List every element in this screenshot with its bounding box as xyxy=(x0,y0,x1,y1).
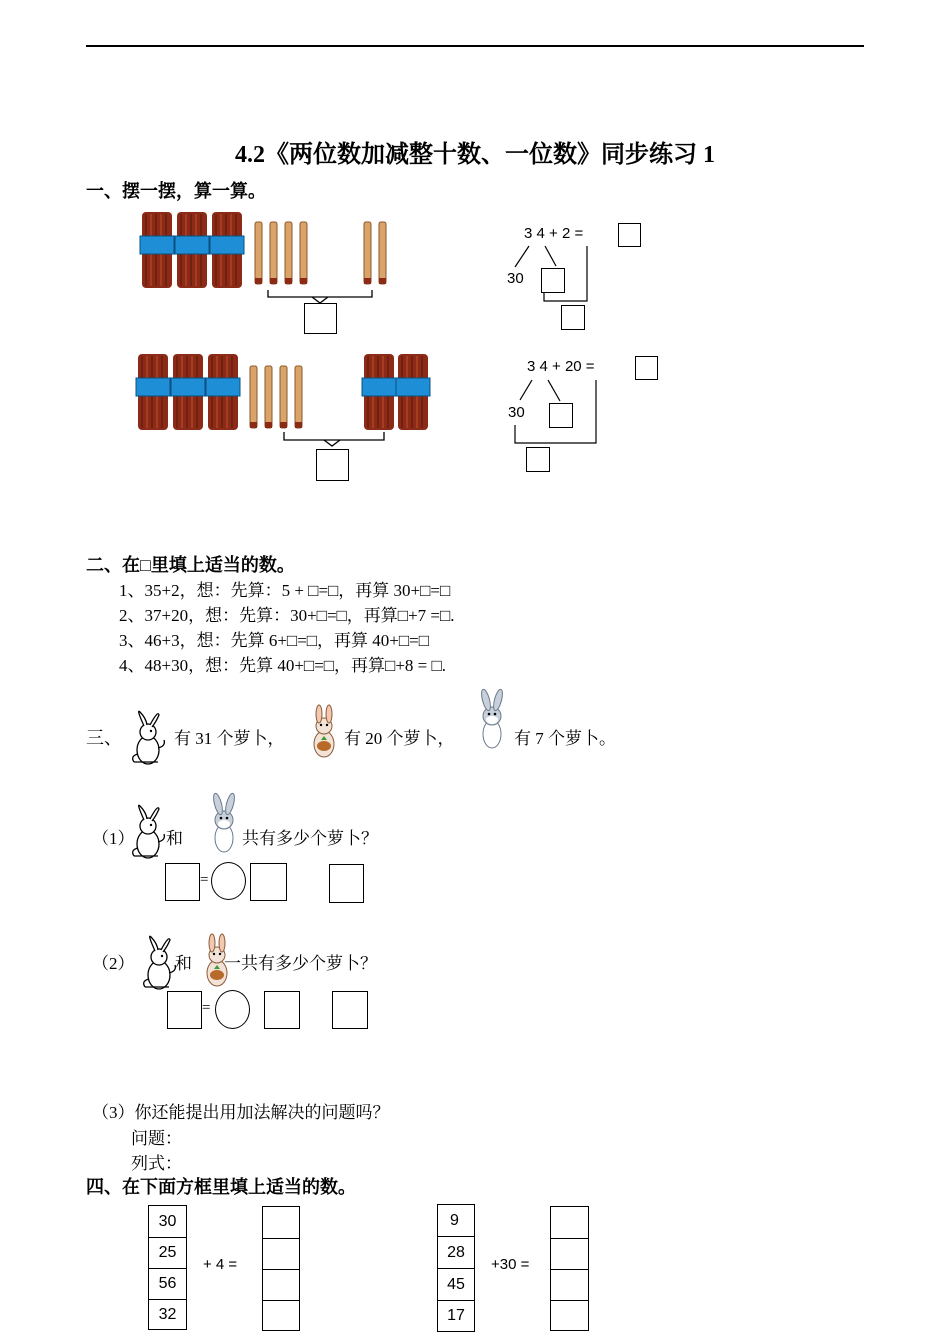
q1-and: 和 xyxy=(166,829,183,848)
right-value-cell: 45 xyxy=(437,1268,475,1301)
left-operation: + 4 = xyxy=(203,1256,238,1273)
rabbit-grey-icon xyxy=(480,688,504,748)
q1-op: = xyxy=(200,872,209,888)
right-value-cell: 9 xyxy=(437,1204,475,1237)
right-answer-cell[interactable] xyxy=(550,1269,589,1301)
q1-label: （1） xyxy=(92,829,135,848)
rabbit-white-icon xyxy=(144,936,176,989)
q2-result-box[interactable] xyxy=(332,991,368,1029)
page-title: 4.2《两位数加减整十数、一位数》同步练习 1 xyxy=(235,142,715,168)
q2-question: 一共有多少个萝卜？ xyxy=(224,954,377,973)
q1-operand2-box[interactable] xyxy=(250,863,287,901)
left-value-cell: 32 xyxy=(148,1299,187,1330)
left-value-cell: 56 xyxy=(148,1268,187,1300)
q1-result-box[interactable] xyxy=(329,864,364,903)
q2-operand1-box[interactable] xyxy=(167,991,202,1029)
right-answer-cell[interactable] xyxy=(550,1206,589,1239)
rabbit-brown-icon xyxy=(314,705,334,757)
q2-operator-circle[interactable] xyxy=(215,990,250,1029)
q2-label: （2） xyxy=(92,954,135,973)
diagram2-split-left: 30 xyxy=(508,404,525,421)
section2-item-2: 2、37+20，想：先算：30+□=□，再算□+7 =□. xyxy=(119,606,455,625)
q3-question-label: 问题： xyxy=(131,1129,182,1148)
section2-item-3: 3、46+3，想：先算 6+□=□，再算 40+□=□ xyxy=(119,631,430,650)
right-answer-cell[interactable] xyxy=(550,1238,589,1270)
q1-operand1-box[interactable] xyxy=(165,863,200,901)
diagram1-split-left: 30 xyxy=(507,270,524,287)
right-value-cell: 28 xyxy=(437,1236,475,1269)
diagram2-expression: 3 4 + 20 = xyxy=(527,358,595,375)
section2-heading: 二、在□里填上适当的数。 xyxy=(86,555,295,575)
diagram1-expression: 3 4 + 2 = xyxy=(524,225,584,242)
right-value-cell: 17 xyxy=(437,1300,475,1332)
section1-heading: 一、摆一摆，算一算。 xyxy=(86,181,266,201)
q2-and: 和 xyxy=(175,954,192,973)
section4-heading: 四、在下面方框里填上适当的数。 xyxy=(86,1177,356,1197)
left-answer-cell[interactable] xyxy=(262,1300,300,1331)
q2-operand2-box[interactable] xyxy=(264,991,300,1029)
right-operation: +30 = xyxy=(491,1256,530,1273)
q3-formula-label: 列式： xyxy=(131,1154,182,1173)
section3-prefix: 三、 xyxy=(86,728,122,748)
rabbit-grey-icon xyxy=(212,792,236,852)
rabbit-white-icon xyxy=(133,711,165,764)
section2-item-1: 1、35+2，想：先算：5 + □=□，再算 30+□=□ xyxy=(119,581,451,600)
q2-op: = xyxy=(202,1000,211,1016)
q3-label: （3）你还能提出用加法解决的问题吗？ xyxy=(92,1103,390,1122)
section2-item-4: 4、48+30，想：先算 40+□=□，再算□+8 = □. xyxy=(119,656,447,675)
left-answer-cell[interactable] xyxy=(262,1206,300,1239)
left-answer-cell[interactable] xyxy=(262,1238,300,1270)
right-answer-cell[interactable] xyxy=(550,1300,589,1331)
q1-operator-circle[interactable] xyxy=(211,862,246,900)
q1-question: 共有多少个萝卜？ xyxy=(242,829,378,848)
left-value-cell: 30 xyxy=(148,1205,187,1238)
rabbit2-text: 有 20 个萝卜， xyxy=(344,729,455,748)
rabbit-white-icon xyxy=(133,805,165,858)
left-answer-cell[interactable] xyxy=(262,1269,300,1301)
rabbit1-text: 有 31 个萝卜， xyxy=(174,729,285,748)
left-value-cell: 25 xyxy=(148,1237,187,1269)
rabbit3-text: 有 7 个萝卜。 xyxy=(514,729,616,748)
